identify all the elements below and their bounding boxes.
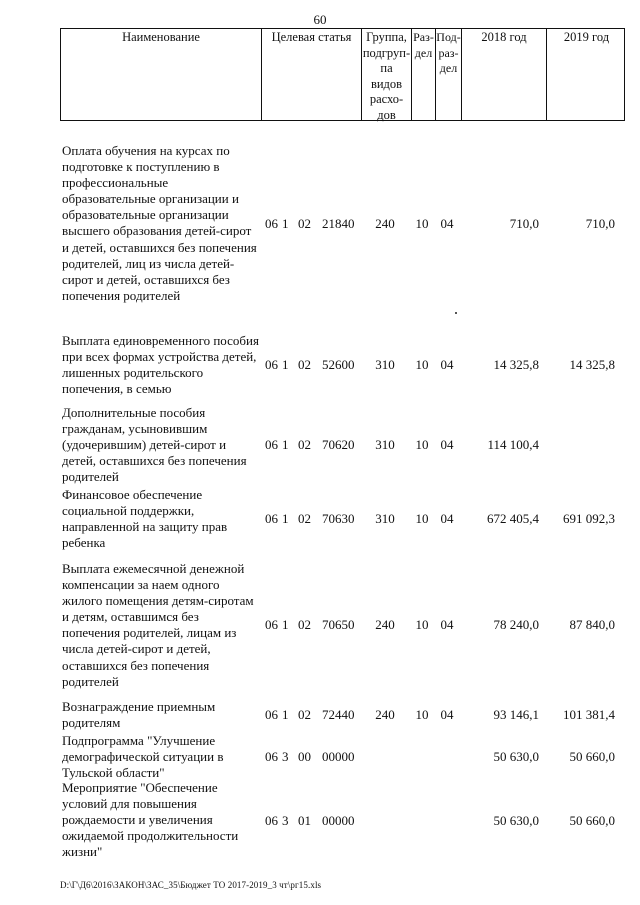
subsection: 04 — [440, 357, 454, 372]
amount-2018: 672 405,4 — [487, 511, 539, 526]
target-code-subprogram: 1 — [282, 511, 289, 526]
amount-2018: 710,0 — [509, 216, 539, 231]
target-code-program: 06 — [265, 216, 278, 231]
row-name: Выплата единовременного пособия при всех формах устройства детей, лишенных родительского попечения, в семью — [62, 333, 259, 397]
subsection: 04 — [440, 707, 454, 722]
target-code-subprogram: 1 — [282, 216, 289, 231]
expense-group: 240 — [375, 707, 395, 722]
target-code-direction: 70630 — [322, 511, 355, 526]
target-code-program: 06 — [265, 357, 278, 372]
amount-2019: 14 325,8 — [569, 357, 615, 372]
table-row — [60, 699, 625, 733]
page-number: 60 — [313, 12, 327, 27]
expense-group: 310 — [375, 511, 395, 526]
table-row — [60, 487, 625, 553]
target-code-subprogram: 3 — [282, 749, 289, 764]
file-path-footer: D:\Г\Д6\2016\ЗАКОН\ЗАС_35\Бюджет ТО 2017-2019_3 чт\рг15.xls — [60, 880, 322, 890]
amount-2019: 50 660,0 — [569, 749, 615, 764]
table-row — [60, 780, 625, 862]
target-code-subprogram: 1 — [282, 617, 289, 632]
section: 10 — [415, 617, 429, 632]
target-code-event: 02 — [298, 617, 311, 632]
section: 10 — [415, 357, 429, 372]
amount-2019: 87 840,0 — [569, 617, 615, 632]
header-name: Наименование — [122, 30, 200, 44]
target-code-program: 06 — [265, 749, 278, 764]
target-code-direction: 70650 — [322, 617, 355, 632]
target-code-event: 02 — [298, 437, 311, 452]
target-code-event: 00 — [298, 749, 311, 764]
section: 10 — [415, 707, 429, 722]
target-code-event: 02 — [298, 511, 311, 526]
section: 10 — [415, 216, 429, 231]
amount-2019: 691 092,3 — [563, 511, 615, 526]
amount-2018: 14 325,8 — [493, 357, 539, 372]
subsection: 04 — [440, 617, 454, 632]
target-code-direction: 72440 — [322, 707, 355, 722]
amount-2019: 50 660,0 — [569, 813, 615, 828]
target-code-direction: 21840 — [322, 216, 355, 231]
target-code-program: 06 — [265, 617, 278, 632]
header-expense-group: Группа, подгруп- па видов расхо- дов — [362, 30, 411, 122]
amount-2019: 710,0 — [585, 216, 615, 231]
target-code-direction: 52600 — [322, 357, 355, 372]
amount-2019: 101 381,4 — [563, 707, 615, 722]
target-code-subprogram: 3 — [282, 813, 289, 828]
scan-speck — [455, 312, 457, 314]
expense-group: 310 — [375, 357, 395, 372]
target-code-direction: 70620 — [322, 437, 355, 452]
table-row — [60, 733, 625, 783]
header-year-2019: 2019 год — [546, 29, 626, 120]
subsection: 04 — [440, 437, 454, 452]
row-name: Мероприятие "Обеспечение условий для повышения рождаемости и увеличения ожидаемой продолжительности жизни" — [62, 780, 239, 860]
subsection: 04 — [440, 216, 454, 231]
section: 10 — [415, 437, 429, 452]
table-row — [60, 143, 625, 305]
target-code-event: 01 — [298, 813, 311, 828]
table-row — [60, 333, 625, 399]
header-year-2018: 2018 год — [461, 29, 546, 120]
target-code-program: 06 — [265, 437, 278, 452]
subsection: 04 — [440, 511, 454, 526]
target-code-subprogram: 1 — [282, 437, 289, 452]
row-name: Выплата ежемесячной денежной компенсации за наем одного жилого помещения детям-сиротам и детям, оставшимся без попечения родителей, лицам из числа детей-сирот и детей, оставшихся без попечения родителей — [62, 561, 254, 689]
amount-2018: 50 630,0 — [493, 813, 539, 828]
header-section: Раз- дел — [411, 29, 435, 120]
expense-group: 310 — [375, 437, 395, 452]
expense-group: 240 — [375, 617, 395, 632]
amount-2018: 114 100,4 — [487, 437, 539, 452]
target-code-event: 02 — [298, 357, 311, 372]
target-code-direction: 00000 — [322, 749, 355, 764]
header-target-article: Целевая статья — [261, 29, 361, 120]
target-code-event: 02 — [298, 216, 311, 231]
target-code-program: 06 — [265, 813, 278, 828]
amount-2018: 78 240,0 — [493, 617, 539, 632]
target-code-program: 06 — [265, 707, 278, 722]
row-name: Дополнительные пособия гражданам, усыновившим (удочерившим) детей-сирот и детей, оставшихся без попечения родителей — [62, 405, 247, 485]
row-name: Оплата обучения на курсах по подготовке к поступлению в профессиональные образовательные организации и образовательные организации высшего образования детей-сирот и детей, оставшихся без попечения родителей, лиц из числа детей- сирот и детей, оставшихся без попечения родителей — [62, 143, 257, 303]
target-code-direction: 00000 — [322, 813, 355, 828]
row-name: Вознаграждение приемным родителям — [62, 699, 216, 731]
target-code-program: 06 — [265, 511, 278, 526]
table-row — [60, 405, 625, 487]
table-header — [60, 28, 625, 121]
amount-2018: 93 146,1 — [493, 707, 539, 722]
row-name: Подпрограмма "Улучшение демографической ситуации в Тульской области" — [62, 733, 224, 781]
target-code-subprogram: 1 — [282, 707, 289, 722]
target-code-subprogram: 1 — [282, 357, 289, 372]
expense-group: 240 — [375, 216, 395, 231]
row-name: Финансовое обеспечение социальной поддержки, направленной на защиту прав ребенка — [62, 487, 228, 551]
header-subsection: Под- раз- дел — [435, 29, 461, 120]
table-row — [60, 561, 625, 691]
section: 10 — [415, 511, 429, 526]
target-code-event: 02 — [298, 707, 311, 722]
amount-2018: 50 630,0 — [493, 749, 539, 764]
